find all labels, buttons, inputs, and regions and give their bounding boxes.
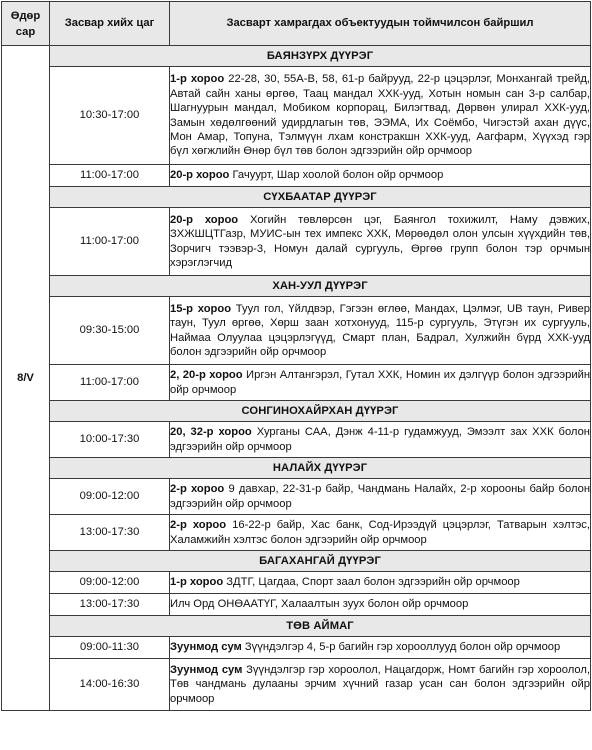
- time-cell: 09:00-12:00: [50, 479, 170, 515]
- district-row: [2, 616, 591, 637]
- location-cell: [170, 67, 591, 165]
- time-cell: 09:30-15:00: [50, 297, 170, 365]
- location-text: 16-22-р байр, Хас банк, Сод-Ирээдүй цэцэрлэг, Татварын хэлтэс, Халамжийн хэлтэс болон эдгээрийн ойр орчмоор: [170, 519, 591, 546]
- khoroo-label: 20-р хороо: [170, 213, 239, 226]
- header-row: [2, 2, 591, 46]
- location-cell: [170, 365, 591, 401]
- district-row: [2, 187, 591, 208]
- time-cell: 14:00-16:30: [50, 659, 170, 711]
- table-row: [2, 422, 591, 458]
- location-text: ЗДТГ, Цагдаа, Спорт заал болон эдгээрийн ойр орчмоор: [223, 576, 520, 589]
- khoroo-label: 2, 20-р хороо: [170, 369, 243, 382]
- location-cell: [170, 637, 591, 659]
- time-cell: 11:00-17:00: [50, 365, 170, 401]
- location-text: Зүүндэлгэр гэр хороолол, Нацагдорж, Номт багийн гэр хороолол, Төв чандмань дулааны эрчим хүчний газар усан сан болон эдгээрийн ойр орчмоор: [170, 663, 590, 705]
- district-heading: БАЯНЗҮРХ ДҮҮРЭГ: [50, 46, 591, 67]
- header-date-line2: сар: [15, 25, 36, 38]
- location-cell: [170, 422, 591, 458]
- khoroo-label: 15-р хороо: [170, 302, 232, 315]
- location-cell: [170, 297, 591, 365]
- district-row: [2, 551, 591, 572]
- location-text: Хурганы САА, Дэнж 4-11-р гудамжууд, Эмээлт зах ХХК болон эдгээрийн ойр орчмоор: [170, 426, 590, 453]
- header-location: Засварт хамрагдах объектуудын тоймчилсон байршил: [170, 2, 591, 46]
- khoroo-label: Зуунмод сум: [170, 641, 242, 654]
- district-row: [2, 401, 591, 422]
- header-time: Засвар хийх цаг: [50, 2, 170, 46]
- time-cell: 13:00-17:30: [50, 515, 170, 551]
- district-row: [2, 276, 591, 297]
- table-row: [2, 594, 591, 616]
- district-heading: БАГАХАНГАЙ ДҮҮРЭГ: [50, 551, 591, 572]
- table-row: [2, 637, 591, 659]
- location-text: Хогийн төвлөрсөн цэг, Баянгол тохижилт, Наму дэвжих, ЗХЖШЦТГазр, МУИС-ын тех импекс ХХК, Мөрөөдөл олон улсын хүүхдийн төв, Зорчигч тээвэр-3, Номун далай сургууль, Өргөө групп болон тэр орчмын хэрэглэгчид: [170, 213, 590, 269]
- table-row: [2, 365, 591, 401]
- time-cell: 09:00-11:30: [50, 637, 170, 659]
- khoroo-label: 20, 32-р хороо: [170, 426, 252, 439]
- district-heading: ТӨВ АЙМАГ: [50, 616, 591, 637]
- table-row: [2, 165, 591, 187]
- district-heading: СОНГИНОХАЙРХАН ДҮҮРЭГ: [50, 401, 591, 422]
- location-text: Илч Орд ОНӨААТҮГ, Халаалтын зуух болон ойр орчмоор: [170, 598, 469, 611]
- time-cell: 10:30-17:00: [50, 67, 170, 165]
- location-cell: [170, 572, 591, 594]
- district-heading: ХАН-УУЛ ДҮҮРЭГ: [50, 276, 591, 297]
- table-row: [2, 67, 591, 165]
- location-cell: [170, 208, 591, 276]
- schedule-body: [2, 46, 591, 711]
- time-cell: 10:00-17:30: [50, 422, 170, 458]
- location-text: Зүүндэлгэр 4, 5-р багийн гэр хорооллууд болон ойр орчмоор: [241, 641, 561, 654]
- time-cell: 09:00-12:00: [50, 572, 170, 594]
- outage-schedule-table: [1, 1, 591, 711]
- district-heading: НАЛАЙХ ДҮҮРЭГ: [50, 458, 591, 479]
- location-cell: [170, 479, 591, 515]
- time-cell: 13:00-17:30: [50, 594, 170, 616]
- location-cell: [170, 515, 591, 551]
- location-cell: [170, 165, 591, 187]
- table-row: [2, 572, 591, 594]
- khoroo-label: 2-р хороо: [170, 519, 227, 532]
- location-text: Иргэн Алтангэрэл, Гутал ХХК, Номин их дэлгүүр болон эдгээрийн ойр орчмоор: [170, 369, 591, 396]
- location-text: Туул гол, Үйлдвэр, Гэгээн өглөө, Мандах, Цэлмэг, UB таун, Ривер таун, Туул өргөө, Хөрш заан хотхонууд, 115-р сургууль, Этүгэн их сургууль, Наймаа Олуулаа цэцэрлэгүүд, Смарт план, Бадрал, Хулжийн бүрд ХХК-ууд болон эдгээрийн ойр орчмоор: [170, 302, 590, 358]
- district-row: [2, 46, 591, 67]
- location-cell: [170, 594, 591, 616]
- table-row: [2, 515, 591, 551]
- date-cell: 8/V: [2, 46, 50, 711]
- khoroo-label: 20-р хороо: [170, 169, 230, 182]
- header-date: [2, 2, 50, 46]
- khoroo-label: 1-р хороо: [170, 73, 225, 86]
- table-row: [2, 659, 591, 711]
- khoroo-label: 2-р хороо: [170, 483, 225, 496]
- district-heading: СҮХБААТАР ДҮҮРЭГ: [50, 187, 591, 208]
- location-cell: [170, 659, 591, 711]
- table-row: [2, 297, 591, 365]
- location-text: 22-28, 30, 55А-В, 58, 61-р байрууд, 22-р цэцэрлэг, Монхангай трейд, Автай сайн ханы өргөө, Таац мандал ХХК-ууд, Хотын номын сан 3-р салбар, Шагнуурын мандал, Мобиком корпорац, Билэгтвад, Дөрвөн улирал ХХК-ууд, Замын хөдөлгөөний удирдлагын төв, ЭЭМА, Их Соёмбо, Чигэстэй ахан дүүс, Мон Амар, Топуна, Тэлмүүн лхам констракшн ХХК-ууд, Аагфарм, Хүүхэд гэр бүл хөгжлийн Өнөр бүл төв болон эдгээрийн ойр орчмоор: [170, 73, 590, 158]
- table-row: [2, 479, 591, 515]
- time-cell: 11:00-17:00: [50, 208, 170, 276]
- district-row: [2, 458, 591, 479]
- location-text: 9 давхар, 22-31-р байр, Чандмань Налайх, 2-р хорооны байр болон эдгээрийн ойр орчмоор: [170, 483, 590, 510]
- time-cell: 11:00-17:00: [50, 165, 170, 187]
- khoroo-label: Зуунмод сум: [170, 663, 243, 676]
- location-text: Гачуурт, Шар хоолой болон ойр орчмоор: [229, 169, 444, 182]
- header-date-line1: Өдөр: [10, 9, 41, 22]
- khoroo-label: 1-р хороо: [170, 576, 224, 589]
- table-row: [2, 208, 591, 276]
